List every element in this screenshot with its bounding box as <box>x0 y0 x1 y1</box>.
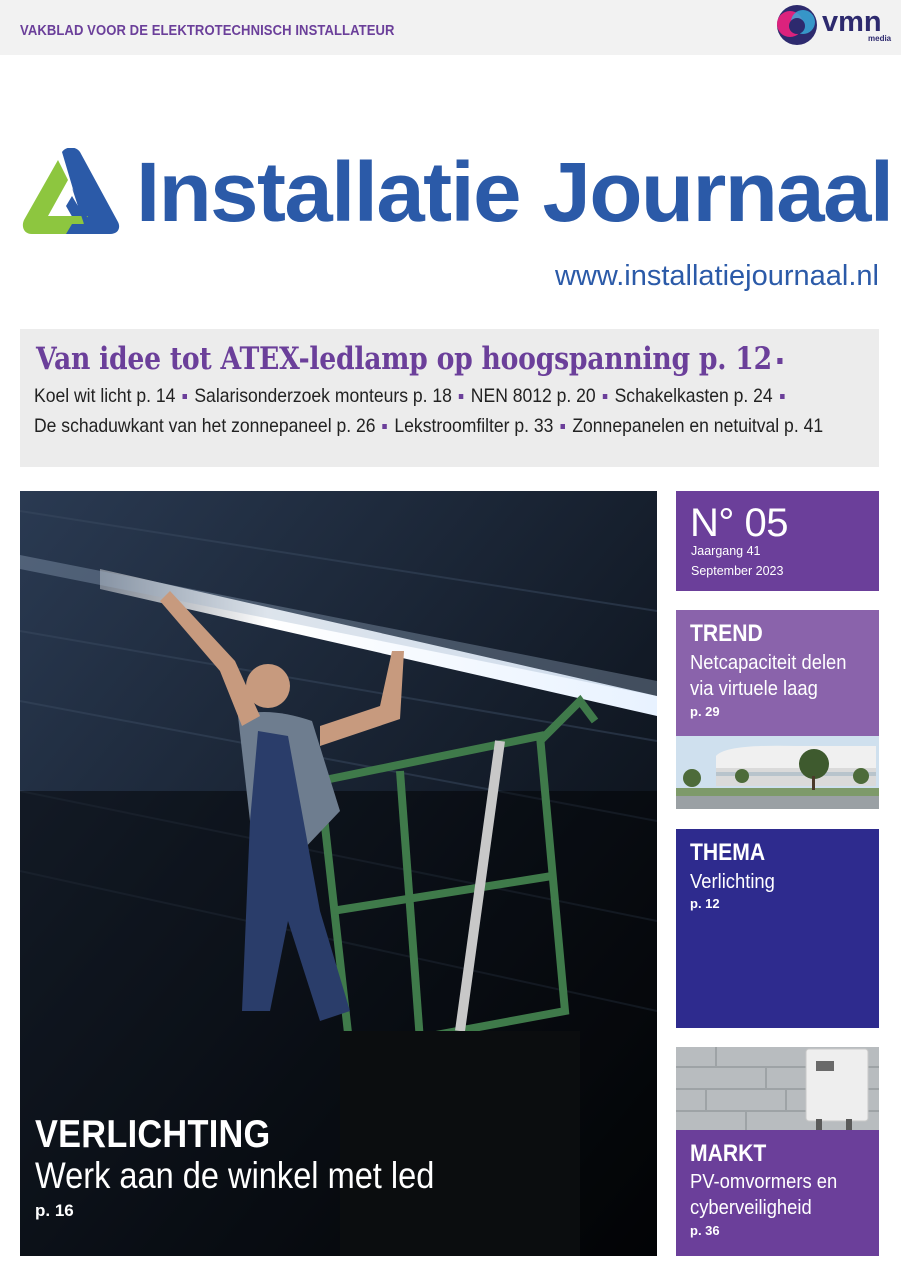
toc-item[interactable]: Koel wit licht p. 14 <box>34 385 176 407</box>
issue-volume: Jaargang 41 <box>691 544 761 558</box>
toc-item[interactable]: Salarisonderzoek monteurs p. 18 <box>194 385 452 407</box>
magazine-title: Installatie Journaal <box>136 145 893 239</box>
issue-box <box>676 491 879 591</box>
feature-text: PV-omvormers en cyberveiligheid <box>690 1171 838 1219</box>
issue-number: N° 05 <box>690 501 788 545</box>
trend-photo[interactable] <box>676 736 879 809</box>
feature-kind: TREND <box>690 620 763 647</box>
bullet-square-icon <box>561 424 566 429</box>
bullet-square-icon <box>777 358 782 364</box>
markt-photo[interactable] <box>676 1047 879 1130</box>
contents-band <box>20 329 879 467</box>
publisher-name: vmn <box>822 6 882 38</box>
feature-page: p. 36 <box>690 1223 720 1238</box>
cover-headline[interactable]: Werk aan de winkel met led <box>35 1155 435 1196</box>
feature-kind: THEMA <box>690 839 766 866</box>
issue-date: September 2023 <box>691 564 784 578</box>
lead-article-text: Van idee tot ATEX-ledlamp op hoogspanning p. 12 <box>36 341 772 377</box>
cover-photo[interactable] <box>20 491 657 1256</box>
bullet-square-icon <box>183 394 188 399</box>
lead-article[interactable] <box>36 341 782 377</box>
publisher-logo[interactable] <box>774 2 894 50</box>
toc-item[interactable]: NEN 8012 p. 20 <box>470 385 596 407</box>
toc-line-1 <box>34 385 792 408</box>
toc-item[interactable]: Lekstroomfilter p. 33 <box>394 415 554 437</box>
toc-item[interactable]: Zonnepanelen en netuitval p. 41 <box>572 415 824 437</box>
feature-kind: MARKT <box>690 1140 767 1167</box>
toc-item[interactable]: De schaduwkant van het zonnepaneel p. 26 <box>34 415 376 437</box>
feature-thema[interactable] <box>676 829 879 1028</box>
feature-page: p. 12 <box>690 896 720 911</box>
toc-line-2 <box>34 415 823 438</box>
feature-text: Netcapaciteit delen via virtuele laag <box>690 652 847 700</box>
bullet-square-icon <box>383 424 388 429</box>
top-bar <box>0 0 901 55</box>
installatie-journaal-logo-icon <box>22 148 120 236</box>
feature-page: p. 29 <box>690 704 720 719</box>
toc-item[interactable]: Schakelkasten p. 24 <box>614 385 773 407</box>
feature-trend[interactable] <box>676 610 879 736</box>
cover-page-ref: p. 16 <box>35 1201 74 1220</box>
cover-kicker: VERLICHTING <box>35 1113 271 1156</box>
website-url[interactable]: www.installatiejournaal.nl <box>555 260 879 292</box>
inverter-photo-icon <box>676 1047 879 1130</box>
tagline: VAKBLAD VOOR DE ELEKTROTECHNISCH INSTALLATEUR <box>20 23 395 39</box>
bullet-square-icon <box>603 394 608 399</box>
building-photo-icon <box>676 736 879 809</box>
vmn-logo-icon <box>774 2 822 48</box>
feature-markt[interactable] <box>676 1130 879 1256</box>
publisher-sub: media <box>868 34 892 43</box>
feature-text: Verlichting <box>690 871 775 893</box>
bullet-square-icon <box>459 394 464 399</box>
bullet-square-icon <box>780 394 785 399</box>
